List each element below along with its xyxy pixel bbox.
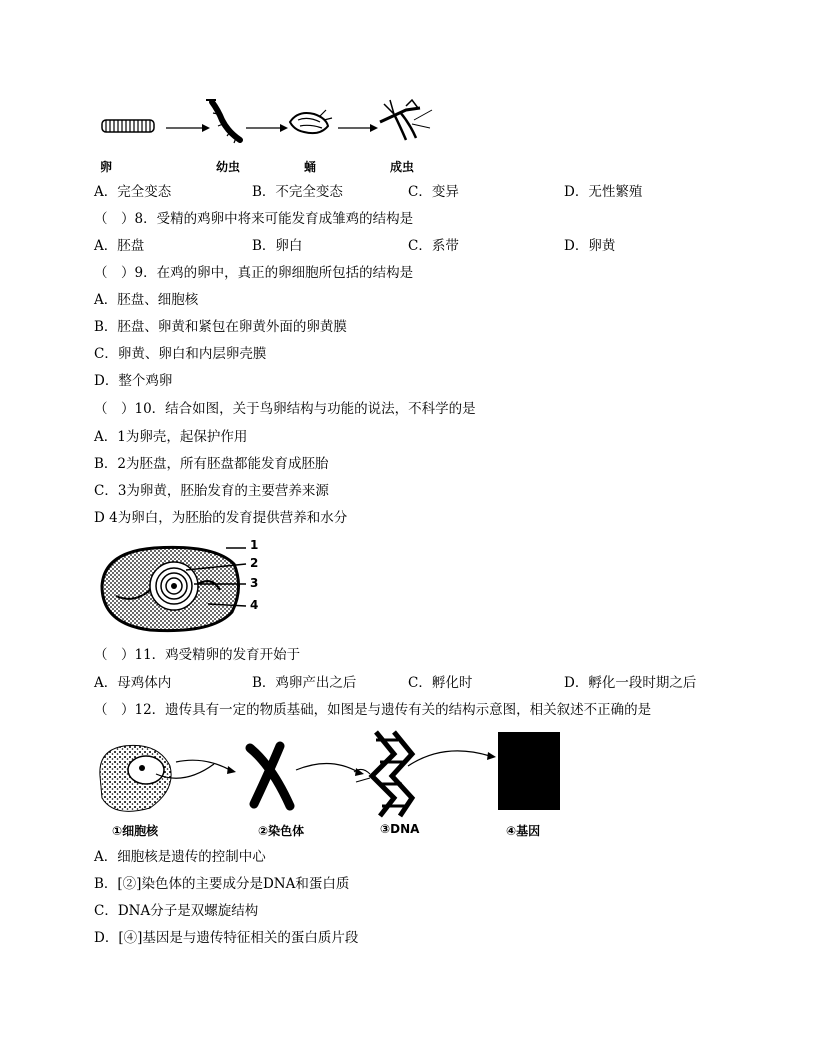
- label-pupa: 蛹: [304, 160, 317, 174]
- q7-option-d[interactable]: D．无性繁殖: [564, 184, 643, 200]
- egg-label-4: 4: [250, 598, 259, 612]
- cell-nucleus-image: [100, 745, 214, 811]
- q9-option-c[interactable]: C．卵黄、卵白和内层卵壳膜: [94, 346, 267, 362]
- q9-option-d[interactable]: D．整个鸡卵: [94, 373, 173, 389]
- q8-option-d[interactable]: D．卵黄: [564, 238, 616, 254]
- egg-structure-drawing: [94, 538, 274, 638]
- q10-option-a[interactable]: A．1为卵壳，起保护作用: [94, 429, 248, 445]
- q10-option-d[interactable]: D 4为卵白，为胚胎的发育提供营养和水分: [94, 510, 348, 526]
- heredity-label-chromosome: ②染色体: [258, 824, 305, 838]
- egg-image: [102, 120, 154, 132]
- q9-option-a[interactable]: A．胚盘、细胞核: [94, 292, 199, 308]
- egg-structure-figure: [94, 538, 274, 638]
- q10-option-c[interactable]: C．3为卵黄，胚胎发育的主要营养来源: [94, 483, 329, 499]
- q11-option-c[interactable]: C．孵化时: [408, 675, 473, 691]
- heredity-label-dna: ③DNA: [380, 822, 420, 836]
- lifecycle-drawing: [94, 96, 444, 156]
- q11-stem: （ ）11．鸡受精卵的发育开始于: [94, 647, 301, 663]
- adult-insect-image: [380, 100, 432, 140]
- egg-label-2: 2: [250, 556, 259, 570]
- q9-option-b[interactable]: B．胚盘、卵黄和紧包在卵黄外面的卵黄膜: [94, 319, 347, 335]
- q8-option-c[interactable]: C．系带: [408, 238, 459, 254]
- q10-stem: （ ）10．结合如图，关于鸟卵结构与功能的说法，不科学的是: [94, 401, 476, 417]
- gene-image: [498, 732, 560, 810]
- q12-option-a[interactable]: A．细胞核是遗传的控制中心: [94, 849, 266, 865]
- q7-option-a[interactable]: A．完全变态: [94, 184, 172, 200]
- heredity-figure: [94, 726, 574, 840]
- heredity-label-gene: ④基因: [506, 824, 541, 838]
- chromosome-image: [250, 746, 290, 806]
- q12-option-d[interactable]: D．[④]基因是与遗传特征相关的蛋白质片段: [94, 930, 359, 946]
- q7-option-c[interactable]: C．变异: [408, 184, 459, 200]
- label-egg: 卵: [100, 160, 113, 174]
- egg-label-3: 3: [250, 576, 259, 590]
- lifecycle-figure: [94, 96, 444, 176]
- q11-option-a[interactable]: A．母鸡体内: [94, 675, 172, 691]
- q11-option-b[interactable]: B．鸡卵产出之后: [252, 675, 357, 691]
- heredity-label-nucleus: ①细胞核: [112, 824, 159, 838]
- q11-option-d[interactable]: D．孵化一段时期之后: [564, 675, 697, 691]
- label-larva: 幼虫: [216, 160, 241, 174]
- q8-stem: （ ）8．受精的鸡卵中将来可能发育成雏鸡的结构是: [94, 211, 414, 227]
- heredity-drawing: [94, 726, 574, 816]
- q12-option-b[interactable]: B．[②]染色体的主要成分是DNA和蛋白质: [94, 876, 350, 892]
- q12-option-c[interactable]: C．DNA分子是双螺旋结构: [94, 903, 259, 919]
- pupa-image: [290, 110, 332, 133]
- egg-label-1: 1: [250, 538, 259, 552]
- q8-option-a[interactable]: A．胚盘: [94, 238, 145, 254]
- label-adult: 成虫: [390, 160, 415, 174]
- q9-stem: （ ）9．在鸡的卵中，真正的卵细胞所包括的结构是: [94, 265, 414, 281]
- q8-option-b[interactable]: B．卵白: [252, 238, 303, 254]
- q12-stem: （ ）12．遗传具有一定的物质基础，如图是与遗传有关的结构示意图，相关叙述不正确的是: [94, 702, 652, 718]
- q7-option-b[interactable]: B．不完全变态: [252, 184, 343, 200]
- larva-image: [206, 100, 240, 143]
- q10-option-b[interactable]: B．2为胚盘，所有胚盘都能发育成胚胎: [94, 456, 329, 472]
